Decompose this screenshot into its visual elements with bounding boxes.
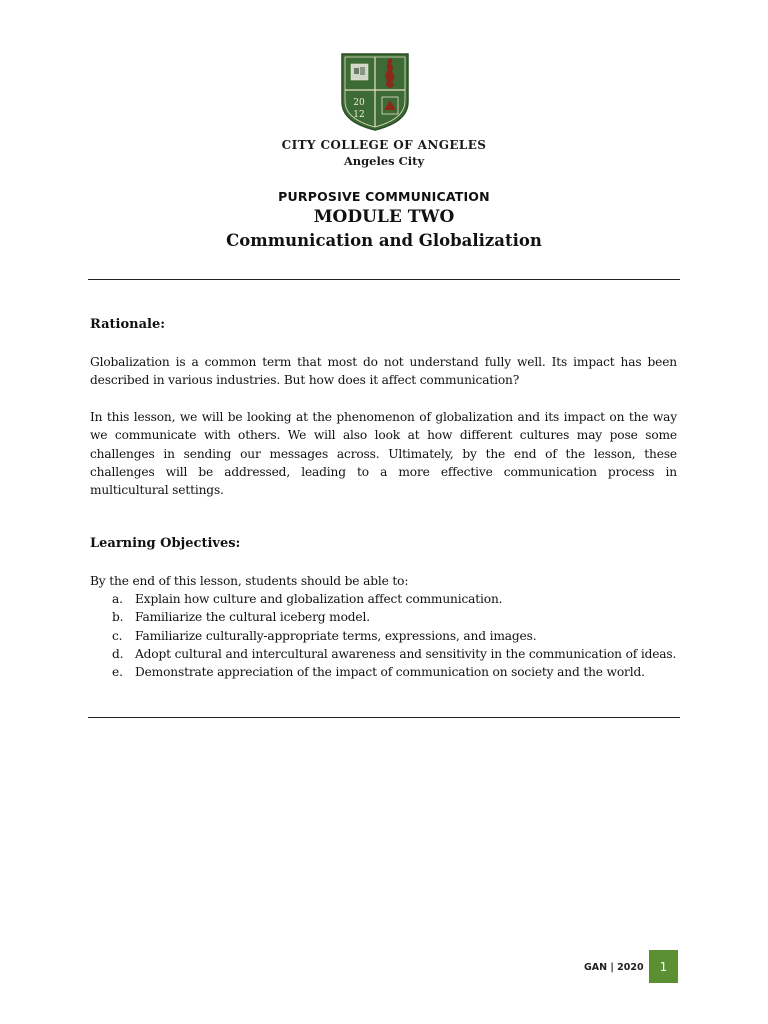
objectives-list: [90, 590, 680, 681]
list-item: [90, 645, 680, 663]
college-city: Angeles City: [343, 154, 425, 168]
module-number: MODULE TWO: [313, 207, 455, 227]
list-item-text: Familiarize the cultural iceberg model.: [135, 610, 370, 625]
footer-label: GAN | 2020: [584, 962, 644, 973]
list-item-text: Explain how culture and globalization affect communication.: [135, 592, 503, 606]
list-marker: b.: [112, 610, 124, 625]
list-item: [90, 627, 680, 645]
course-title: PURPOSIVE COMMUNICATION: [278, 189, 490, 204]
list-item: [90, 663, 680, 681]
college-seal-logo: [340, 50, 410, 132]
list-item-text: Familiarize culturally-appropriate terms, expressions, and images.: [135, 628, 537, 643]
top-divider: [88, 279, 680, 280]
rationale-paragraph-2: In this lesson, we will be looking at the phenomenon of globalization and its impact on the way we communicate with others. We will also look at how different cultures may pose some challenges in sending our messages across. Ultimately, by the end of the lesson, these challenges will be addressed, leading to a more effective communication process in multicultural settings.: [90, 410, 677, 498]
objectives-intro: By the end of this lesson, students should be able to:: [90, 574, 409, 588]
page-number-badge: [649, 950, 678, 983]
rationale-paragraph-1: Globalization is a common term that most do not understand fully well. Its impact has been described in various industries. But how does it affect communication?: [90, 355, 677, 388]
list-item-text: Adopt cultural and intercultural awareness and sensitivity in the communication of ideas.: [135, 646, 677, 661]
list-item: [90, 590, 680, 608]
list-marker: d.: [112, 646, 124, 661]
module-title: Communication and Globalization: [226, 231, 542, 250]
list-marker: a.: [112, 592, 123, 606]
bottom-divider: [88, 717, 680, 718]
rationale-heading: Rationale:: [90, 317, 166, 332]
list-item-text: Demonstrate appreciation of the impact of communication on society and the world.: [135, 665, 645, 680]
list-marker: e.: [112, 665, 123, 680]
college-name: CITY COLLEGE OF ANGELES: [281, 138, 487, 152]
list-item: [90, 608, 680, 626]
page-number: 1: [659, 959, 668, 974]
list-marker: c.: [112, 628, 123, 643]
seal-year-bottom: 12: [353, 110, 365, 120]
seal-year-top: 20: [353, 98, 365, 108]
objectives-heading: Learning Objectives:: [90, 536, 241, 551]
